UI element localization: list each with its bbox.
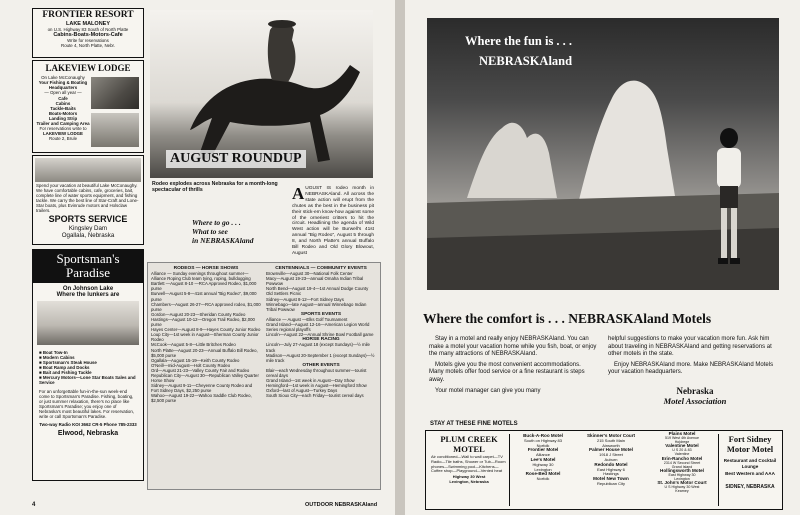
- motel-listing-box: [425, 430, 783, 510]
- motel-column-2: Buck-A-Roo Motel South on Highway 83 Norfolk Frontier Motel Alliance Lee's Motel Highway 30 Lexington Rose-Bed Motel Norfolk: [523, 433, 563, 482]
- schedule-item: Ord—August 21-23—Valley County Fair and Rodeo: [151, 367, 250, 373]
- paradise-feature: ■ Boat Ramp and Docks: [39, 365, 90, 370]
- sports-service-ad: [32, 155, 144, 245]
- paradise-photo-skier: [37, 301, 139, 345]
- lakeview-lodge-ad: [32, 60, 144, 153]
- stay-heading: STAY AT THESE FINE MOTELS: [430, 421, 518, 427]
- magazine-name: OUTDOOR NEBRASKAland: [305, 502, 378, 508]
- frontier-title: FRONTIER RESORT: [42, 10, 134, 20]
- body-paragraph-5: Enjoy NEBRASKAland more. Make NEBRASKAland Motels your vacation headquarters.: [608, 361, 774, 376]
- schedule-item: Sidney—August 9-11—Cheyenne County Rodeo and Fort Sidney Days, $2,250 purse: [151, 383, 253, 394]
- schedule-item: Grand Island—August 12-16—American Legion World Series regional playoffs: [266, 322, 370, 333]
- schedule-item: Brownville—August 30—National Folk Center: [266, 271, 353, 277]
- paradise-feature: ■ Sportsman's Steak House: [39, 360, 97, 365]
- plum-creek-motel: [429, 434, 510, 506]
- schedule-item: Hastings—August 10-12—Oregon Trail Rodeo, $2,000 purse: [151, 316, 255, 328]
- schedule-item: Chambers—August 26-27—RCA approved rodeo, $1,000 purse: [151, 301, 261, 312]
- lakeview-line4: For reservations write to: [39, 126, 87, 131]
- sidney-line2: Best Western and AAA: [725, 471, 775, 477]
- left-page: [0, 0, 395, 515]
- schedule-item: Sidney—August 8-12—Fort Sidney Days: [266, 296, 344, 302]
- schedule-item: Ogallala—August 15-19—Keith County Rodeo: [151, 357, 240, 363]
- schedule-item: McCook—August 5-8—Little Britches Rodeo: [151, 342, 236, 348]
- motel-column-3: Skinner's Motor Court 215 South Main Ainsworth Palmer House Motel 1918 J Street Auburn Redondo Motel East Highway 6 Hastings Motel New Town Republican City: [586, 433, 636, 486]
- where-line1: Where to go . . .: [192, 218, 241, 227]
- page-number: 4: [32, 502, 36, 508]
- schedule-item: O'Neill—mid-August—Holt County Rodeo: [151, 362, 231, 368]
- schedule-item: South Sioux City—each Friday—tourist cereal days: [266, 393, 364, 399]
- motel-column-4: Plains Motel 519 West 4th Avenue Holdrege Valentine Motel U S 20 & 83 Valentine Erin-Rancho Motel 2314 W Second Street Grand Island Hollingsworth Motel East Highway 30 Lexington St. John's Motor Court U S Highway 30 West Kearney: [657, 431, 707, 494]
- plum-name: PLUM CREEK MOTEL: [440, 434, 498, 454]
- lakeview-service: Tackle-Baits: [50, 106, 76, 111]
- gutter: [395, 0, 405, 515]
- frontier-line2: Cabins-Boats-Motors-Cafe: [53, 32, 123, 38]
- lakeview-service: Trailer and Camping Area: [36, 121, 90, 126]
- col2b-head: SPORTS EVENTS: [300, 311, 342, 317]
- paradise-title2: Paradise: [65, 265, 111, 280]
- assoc-line1: Nebraska: [676, 386, 714, 396]
- frontier-resort-ad: [32, 8, 144, 58]
- paradise-line1: On Johnson Lake: [62, 286, 114, 292]
- col2c-head: HORSE RACING: [302, 337, 340, 343]
- schedule-item: Lincoln—August 22—Annual Shrine Bowl Football game: [266, 332, 374, 338]
- assoc-line2: Motel Association: [663, 396, 727, 406]
- plum-desc: Air conditioned—Wall to wall carpet—TV Radio—Tile baths, Shower or Tub—Room phones—Swimming pool—Kitchens—Coffee shop—Playground—Vented heat: [431, 454, 506, 474]
- comfort-heading: Where the comfort is . . . NEBRASKAland Motels: [423, 311, 712, 326]
- sports-body: Spend your vacation at beautiful Lake McConaughy. We have comfortable cabins, cafe, groceries, bait, complete line of water sports equipment, and fishing tackle. We carry the best line of Star-Craft and Lone-Star boats, plus Evinrude motors and Holsclaw trailers.: [36, 183, 139, 213]
- schedule-item: Alliance — Sunday evenings throughout summer—Alliance Roping Club team tying, roping, bulldogging: [151, 271, 251, 282]
- schedule-item: Loup City—1st week in August—Sherman County Junior Rodeo: [151, 332, 259, 343]
- drop-cap: A: [292, 184, 305, 203]
- roundup-article: AUGUST IS rodeo month in NEBRASKAland. All across the state action will erupt from the chutes as the best in the business pit their stick-em know-how against some of the orneriest critters to hit the circuit. Headlining the agenda of Wild West action will be Burwell's 41st annual "Big Rodeo", August 5 through 8, and North Platte's annual Buffalo Bill Rodeo and Old Glory Blowout, August: [292, 184, 374, 256]
- plum-addr: Highway 30 West: [452, 474, 486, 480]
- frontier-line4: Route 4, North Platte, Nebr.: [61, 43, 115, 48]
- sports-line2: Ogallala, Nebraska: [61, 232, 115, 239]
- schedule-item: Macy—August 19-23—annual Omaha Indian Tribal Powwow: [266, 276, 364, 287]
- motel-association-logo: [635, 386, 755, 406]
- sidney-name2: Motor Motel: [726, 444, 774, 454]
- schedule-item: Blair—each Wednesday throughout summer—tourist cereal days: [266, 367, 367, 378]
- fun-line1: Where the fun is . . .: [465, 34, 573, 48]
- col2-head: CENTENNIALS — COMMUNITY EVENTS: [275, 266, 367, 271]
- sidney-line1: Restaurant and Cocktail Lounge: [723, 458, 777, 469]
- schedule-item: North Platte—August 20-23—Annual Buffalo Bill Rodeo, $5,000 purse: [151, 347, 258, 358]
- schedule-item: North Bend—August 19-4—1st Annual Dodge County Old Settlers Picnic: [266, 286, 369, 297]
- schedule-item: Lincoln—July 27-August 18 (except Sundays)—½ mile track: [266, 342, 370, 353]
- schedule-item: Grand Island—1st week in August—Day Show: [266, 378, 355, 384]
- lakeview-photo-lodge: [91, 77, 139, 109]
- schedule-item: Winnebago—late August—annual Winnebago Indian Tribal Powwow: [266, 301, 367, 312]
- sports-title: SPORTS SERVICE: [48, 214, 128, 224]
- paradise-feature: ■ Modern Cabins: [39, 355, 75, 360]
- frontier-line1: on U.S. Highway 83 South of North Platte: [47, 27, 129, 32]
- col2d-head: OTHER EVENTS: [302, 362, 340, 368]
- where-line3: in NEBRASKAland: [192, 236, 254, 245]
- paradise-title1: Sportsman's: [56, 251, 120, 266]
- paradise-city: Elwood, Nebraska: [57, 430, 119, 437]
- lakeview-service: Cafe: [58, 96, 68, 101]
- schedule-item: Oxford—last of August—Turkey Days: [266, 388, 338, 394]
- schedule-item: Bartlett —August 8-10 —RCA Approved Rodeo, $1,000 purse: [151, 281, 257, 292]
- schedule-item: Gordon—August 20-23—Sheridan County Rodeo: [151, 311, 246, 317]
- lakeview-service: Landing Strip: [48, 116, 78, 121]
- col1-head: RODEOS — HORSE SHOWS: [173, 266, 239, 271]
- sidney-name1: Fort Sidney: [728, 434, 772, 444]
- lakeview-line5: LAKEVIEW LODGE: [42, 131, 83, 136]
- lakeview-title: LAKEVIEW LODGE: [45, 63, 131, 73]
- paradise-body: For an unforgettable fun-in-the-sun week-end come to Sportsman's Paradise. Fishing, boating, or just summer relaxation, there's no place like Sportsman's Paradise; you enjoy one of Nebraska's most beautiful lakes. For reservation, write or call Sportsman's Paradise.: [39, 389, 135, 419]
- lakeview-line3: — Open all year —: [44, 90, 82, 95]
- body-paragraph-1: Stay in a motel and really enjoy NEBRASKAland. You can make a motel your vacation home while you fish, boat, or enjoy the many attractions of NEBRASKAland.: [429, 336, 597, 358]
- paradise-feature: ■ Mercury Motors—Lone Star Boats Sales and Service: [39, 375, 136, 385]
- schedule-item: Alliance — August —Elks Golf Tournament: [266, 316, 348, 322]
- schedule-item: Wahoo—August 19-22—Wahoo Saddle Club Rodeo, $2,500 purse: [151, 393, 252, 404]
- lakeview-photo-boat: [91, 113, 139, 147]
- lakeview-line6: Route 2, Brule: [48, 136, 78, 141]
- paradise-line2: Where the lunkers are: [56, 292, 120, 298]
- body-paragraph-4: helpful suggestions to make your vacation more fun. Ask him about traveling in NEBRASKAland and getting reservations at other motels in the state.: [608, 336, 772, 358]
- schedule-box: [147, 262, 381, 490]
- lakeview-line2: Your Fishing & Boating Headquarters: [38, 80, 88, 90]
- lakeview-service: Boats-Motors: [48, 111, 78, 116]
- frontier-line3: Write for reservations: [67, 38, 109, 43]
- where-line2: What to see: [192, 227, 228, 236]
- paradise-feature: ■ Bait and Fishing Tackle: [39, 370, 92, 375]
- roundup-caption: Rodeo explodes across Nebraska for a month-long spectacular of thrills: [152, 181, 278, 193]
- fun-line2: NEBRASKAland: [479, 54, 573, 68]
- roundup-headline: AUGUST ROUNDUP: [166, 150, 306, 168]
- sportsmans-paradise-ad: [32, 249, 144, 481]
- lakeview-line1: On Lake McConaughy: [41, 75, 85, 80]
- right-page: [405, 0, 800, 515]
- frontier-name: LAKE MALONEY: [66, 21, 110, 27]
- schedule-item: Republican City—August 30—Republican Valley Quarter Horse Show: [151, 372, 259, 384]
- fort-sidney-motel: [718, 434, 781, 506]
- body-paragraph-2: Motels give you the most convenient accommodations. Many motels offer food service or a fine restaurant is steps away.: [429, 361, 585, 383]
- schedule-item: Madison—August 20-September 1 (except Sundays)—½ mile track: [266, 352, 375, 363]
- paradise-feature: ■ Boat Tow-In: [39, 350, 68, 355]
- body-paragraph-3: Your motel manager can give you many: [435, 387, 541, 394]
- schedule-item: Burwell—August 5-8—41st annual "Big Rodeo", $9,000 purse: [151, 291, 257, 302]
- sports-photo-boats: [35, 158, 141, 182]
- schedule-item: Hemingford—1st week in August—Hemingford Show: [266, 383, 367, 389]
- sidney-city: SIDNEY, NEBRASKA: [725, 483, 775, 490]
- paradise-address: Two-way Radio KOI 3662 CR-5 Phone 785-2333: [39, 422, 137, 427]
- schedule-item: Hayes Center—August 8-9—Hayes County Junior Rodeo: [151, 327, 261, 333]
- plum-city: Lexington, Nebraska: [449, 478, 489, 484]
- sports-line1: Kingsley Dam: [68, 225, 108, 232]
- lakeview-service: Cabins: [55, 101, 71, 106]
